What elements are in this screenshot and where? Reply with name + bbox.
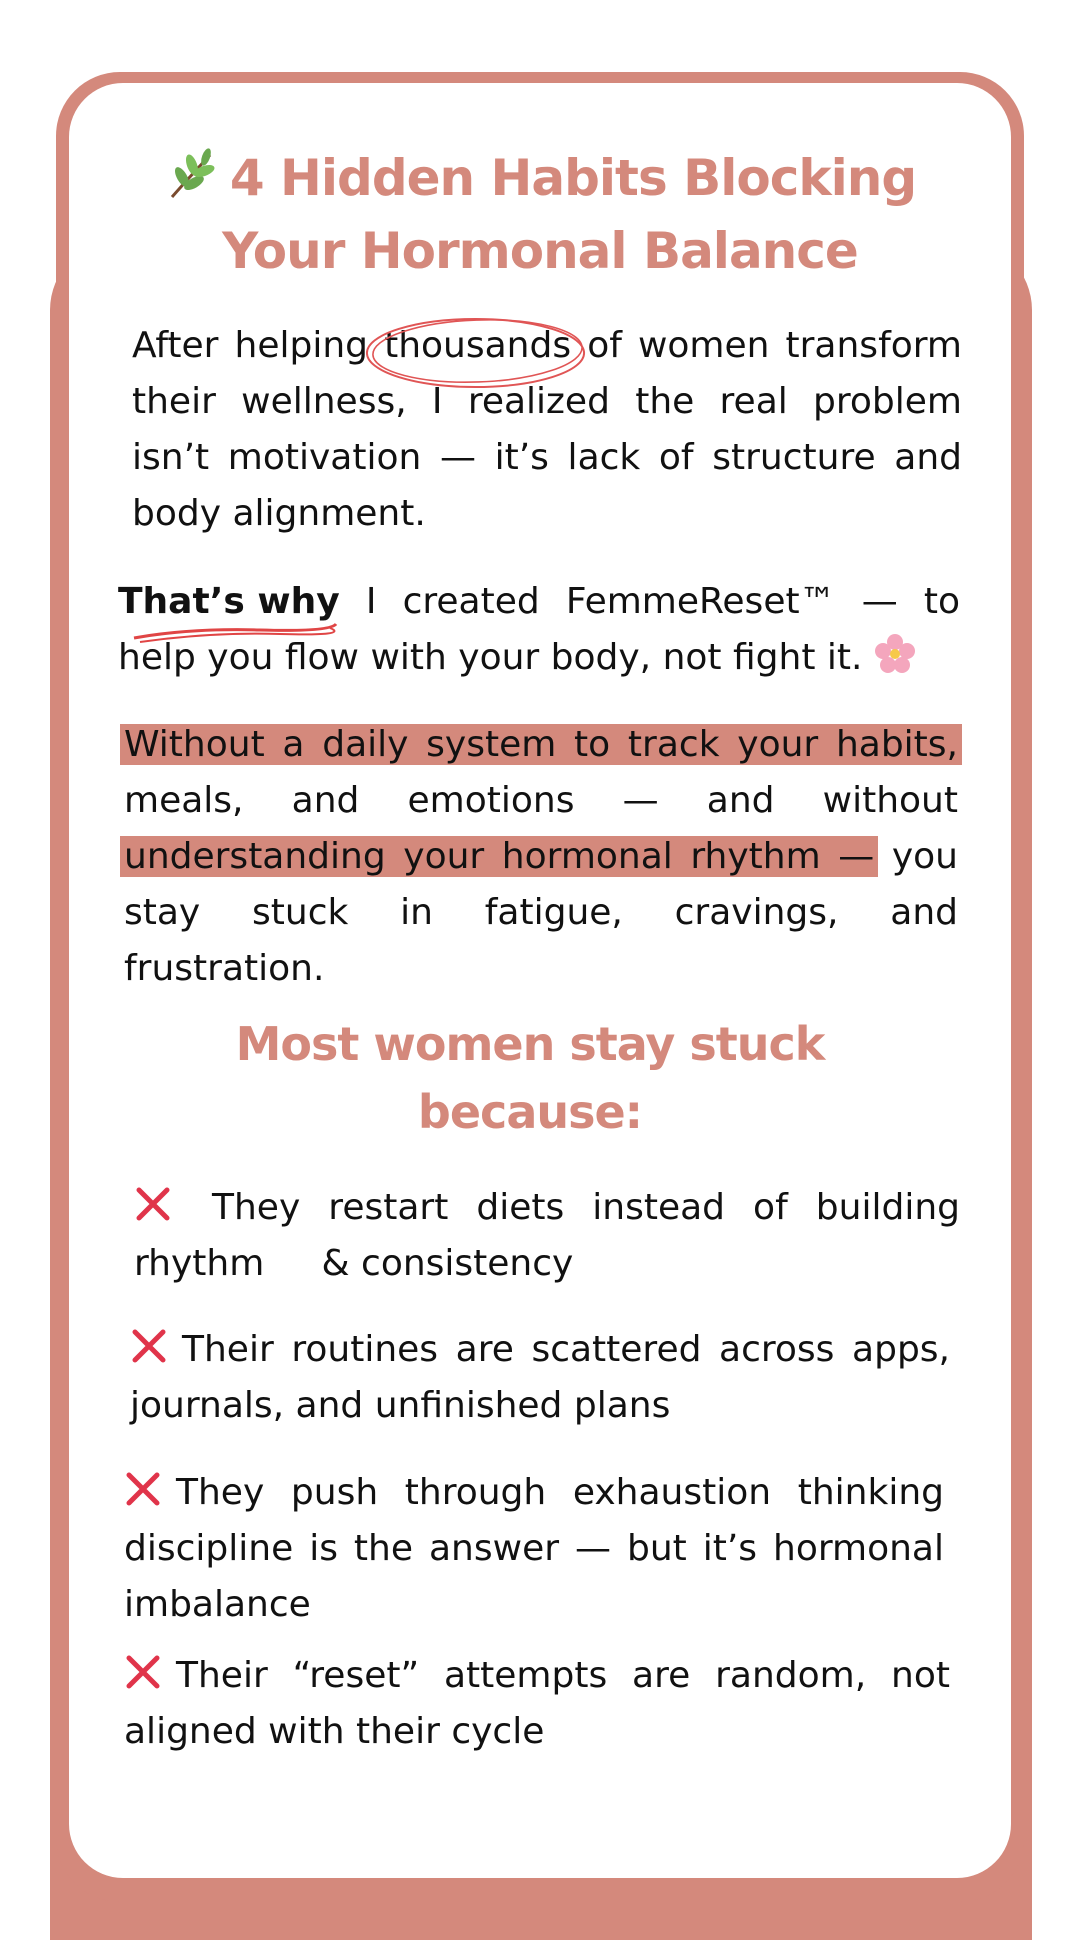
page-title	[100, 142, 980, 288]
problem-text-end: you stay stuck in fatigue, cravings, and frustration.	[124, 836, 958, 989]
circled-word: thousands	[384, 318, 571, 374]
reason-item: Their routines are scattered across apps, journals, and unfinished plans	[130, 1329, 950, 1426]
intro-text-after: of women transform their wellness, I realized the real problem isn’t motivation — it’s lack of structure and body alignment.	[132, 325, 963, 534]
cross-icon	[124, 1470, 162, 1508]
highlighted-text-1: Without a daily system to track your habits,	[124, 724, 958, 765]
reason-item: They push through exhaustion thinking discipline is the answer — but it’s hormonal imbalance	[124, 1472, 944, 1625]
title-text: 4 Hidden Habits Blocking Your Hormonal Balance	[222, 149, 917, 280]
intro-text-before: After helping	[132, 325, 369, 366]
reason-item: They restart diets instead of building rhythm & consistency	[134, 1187, 972, 1284]
hand-drawn-circle	[362, 312, 589, 394]
problem-text-middle: meals, and emotions — and without	[124, 780, 958, 821]
herb-sprig-icon	[164, 147, 220, 203]
reason-item: Their “reset” attempts are random, not aligned with their cycle	[124, 1655, 950, 1752]
why-text: I created FemmeReset™ — to help you flow with your body, not fight it.	[118, 581, 960, 678]
highlighted-text-2: understanding your hormonal rhythm —	[124, 836, 875, 877]
underlined-lead: That’s why	[118, 574, 340, 630]
why-paragraph	[118, 574, 960, 686]
cross-icon	[124, 1653, 162, 1691]
cross-icon	[134, 1185, 172, 1223]
hand-drawn-underline	[130, 618, 340, 644]
cross-icon	[130, 1327, 168, 1365]
section-heading: Most women stay stuck because:	[235, 1017, 825, 1139]
intro-paragraph	[132, 318, 962, 542]
cherry-blossom-icon	[874, 633, 916, 675]
problem-paragraph	[124, 717, 958, 997]
